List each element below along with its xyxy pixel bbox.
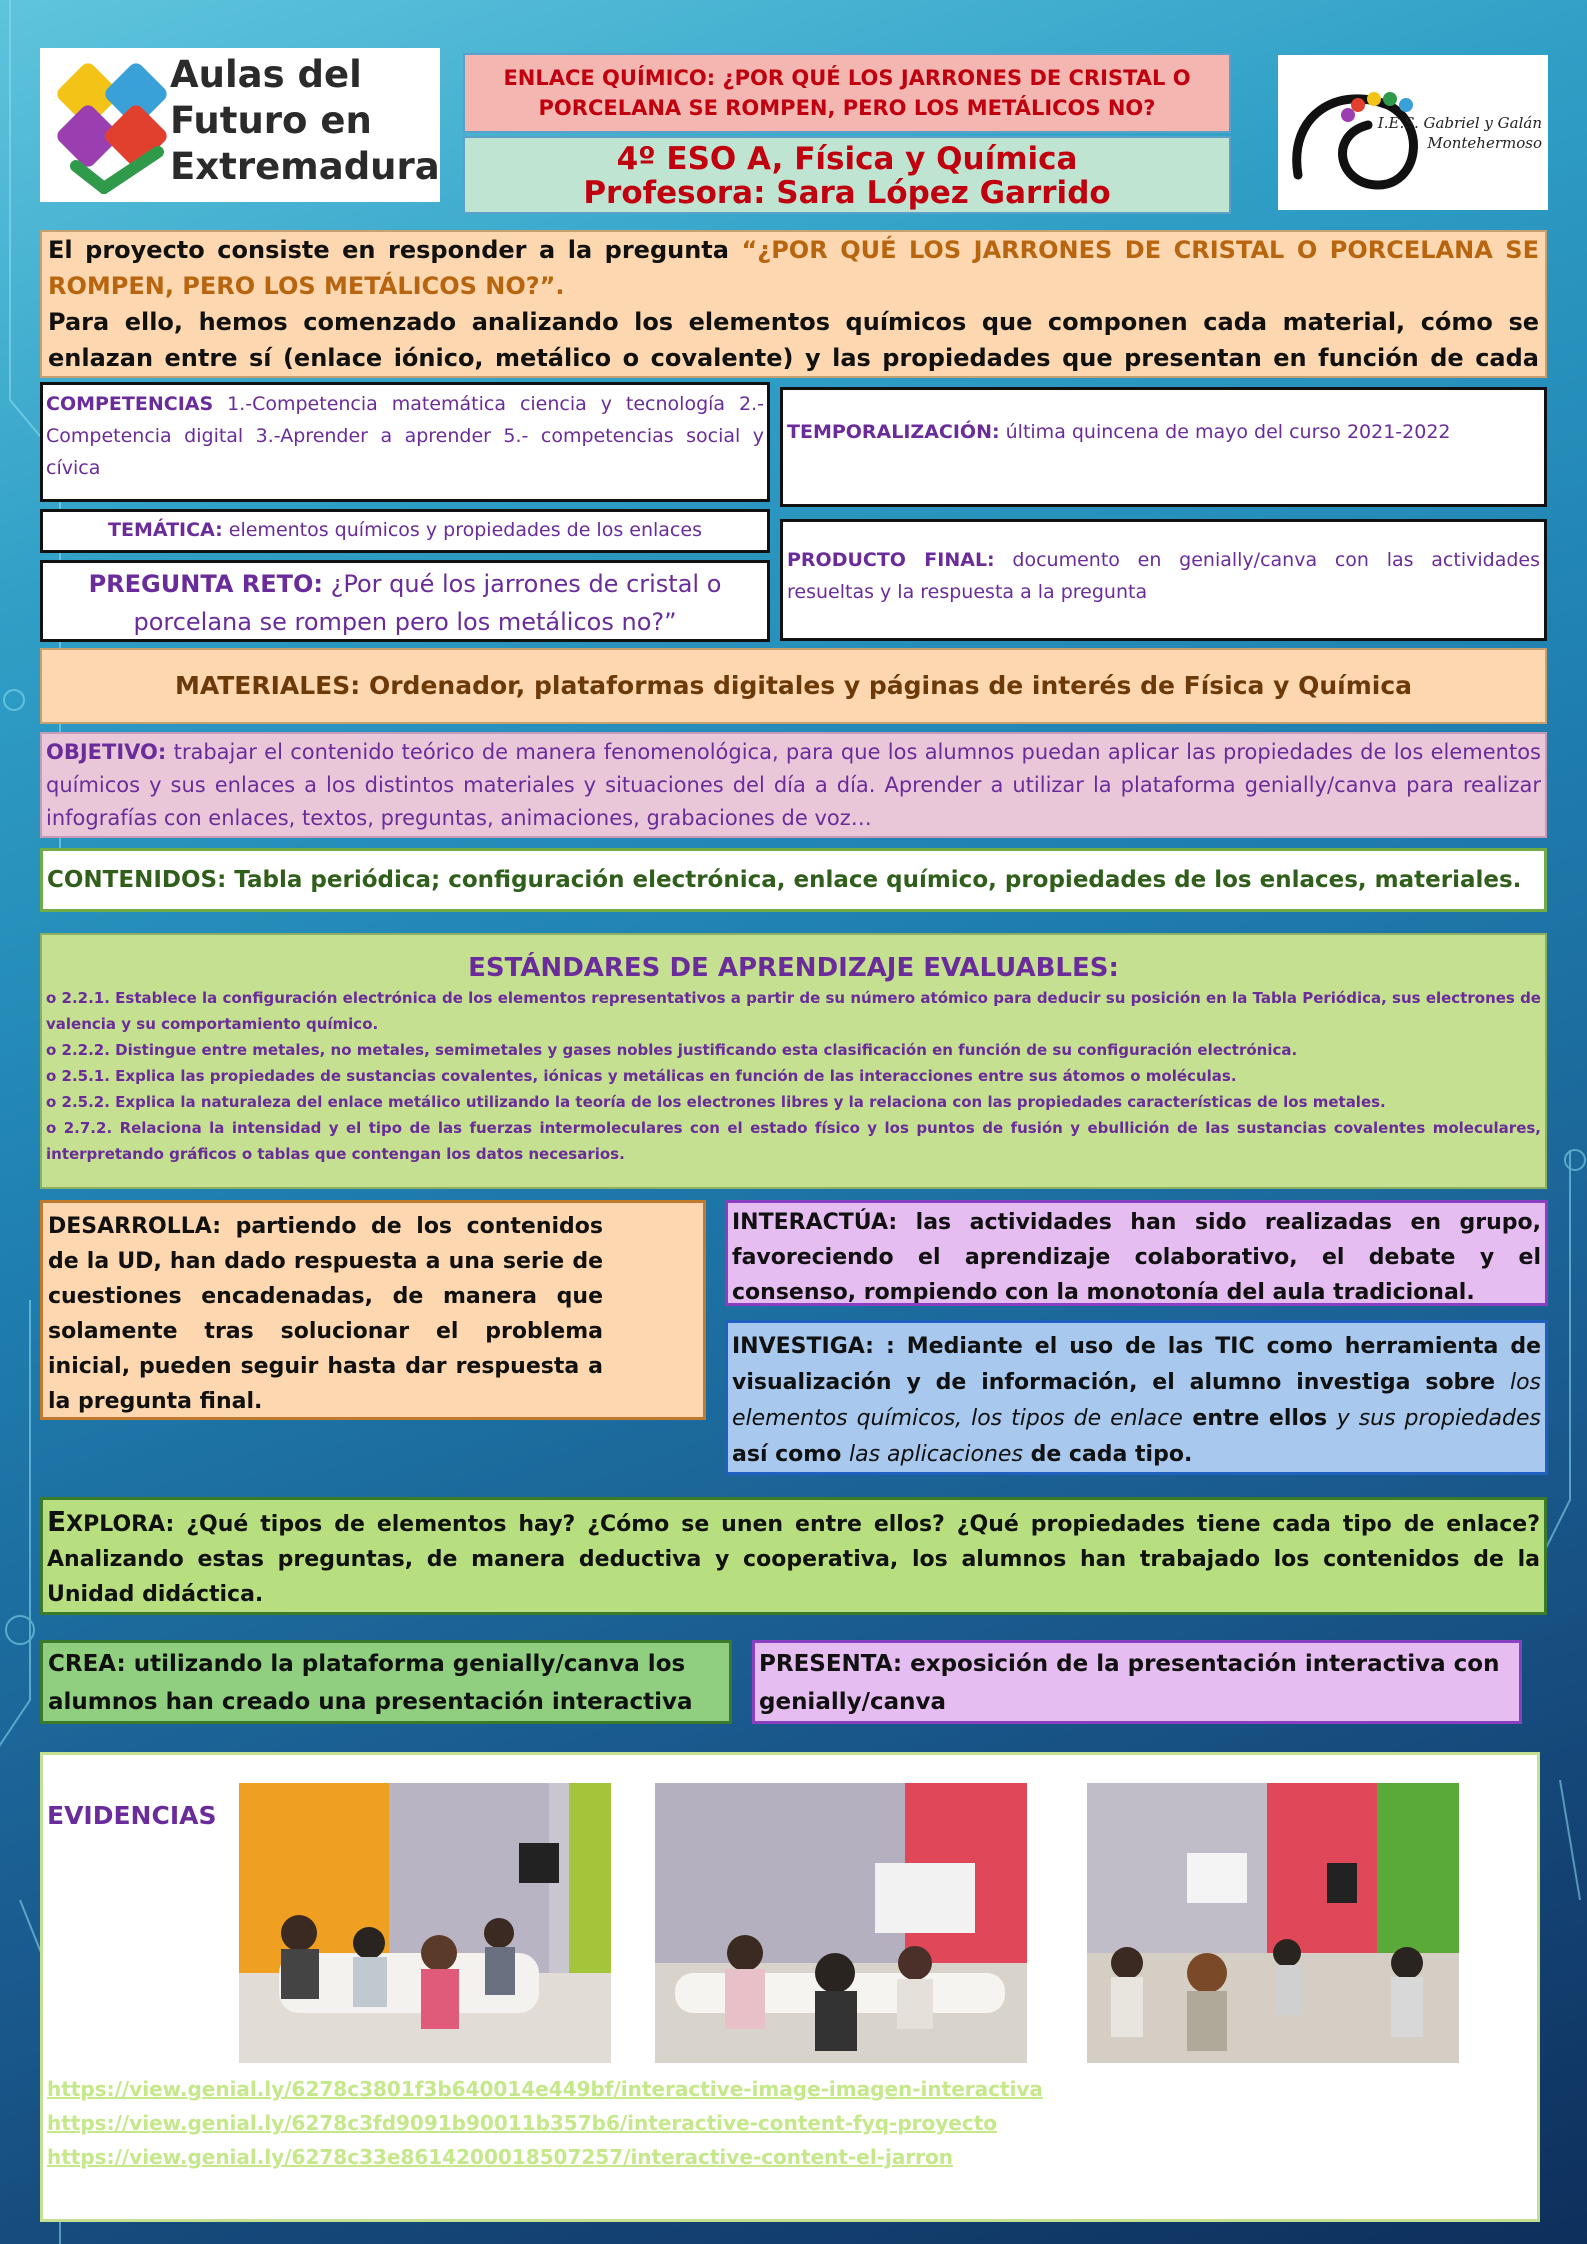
interactua-label: INTERACTÚA:	[732, 1210, 898, 1235]
producto-final-box	[780, 519, 1547, 641]
classroom-photo-2	[655, 1783, 1027, 2063]
contenidos-text: Tabla periódica; configuración electrónica, enlace químico, propiedades de los enlaces, materiales.	[226, 867, 1522, 893]
investiga-text-4: de cada tipo.	[1022, 1442, 1193, 1467]
estandar-item: o 2.7.2. Relaciona la intensidad y el tipo de las fuerzas intermoleculares con el estado físico y los puntos de fusión y ebullición de las sustancias covalentes moleculares, interpretando gráficos o tablas que contengan los datos necesarios.	[46, 1119, 1541, 1163]
logo-line-3: Extremadura	[170, 145, 440, 188]
materiales-label: MATERIALES:	[174, 671, 361, 700]
desarrolla-text: partiendo de los contenidos de la UD, han dado respuesta a una serie de cuestiones encadenadas, de manera que solamente tras solucionar el problema inicial, pueden seguir hasta dar respuesta a la pregunta final.	[48, 1214, 603, 1414]
intro-body: Para ello, hemos comenzado analizando los elementos químicos que componen cada material, cómo se enlazan entre sí (enlace iónico, metálico o covalente) y las propiedades que presentan en función de cada	[48, 308, 1539, 372]
materiales-box	[40, 648, 1547, 724]
puzzle-icon	[46, 54, 186, 194]
objetivo-label: OBJETIVO:	[46, 740, 167, 764]
investiga-italic-1: los elementos químicos, los tipos de enlace	[732, 1370, 1541, 1431]
investiga-text-2: entre ellos	[1182, 1406, 1337, 1431]
title-question: ENLACE QUÍMICO: ¿POR QUÉ LOS JARRONES DE CRISTAL O PORCELANA SE ROMPEN, PERO LOS METÁLICOS NO?	[463, 53, 1231, 133]
estandar-item: o 2.2.1. Establece la configuración electrónica de los elementos representativos a partir de su número atómico para deducir su posición en la Tabla Periódica, sus electrones de valencia y su comportamiento químico.	[46, 989, 1541, 1033]
school-town: Montehermoso	[1427, 134, 1542, 152]
producto-final-label: PRODUCTO FINAL:	[787, 549, 995, 571]
estandar-item: o 2.2.2. Distingue entre metales, no metales, semimetales y gases nobles justificando esta clasificación en función de su configuración electrónica.	[46, 1041, 1298, 1059]
evidence-link-2[interactable]: https://view.genial.ly/6278c3fd9091b90011b357b6/interactive-content-fyq-proyecto	[47, 2111, 998, 2135]
materiales-text: Ordenador, plataformas digitales y páginas de interés de Física y Química	[360, 671, 1413, 700]
tematica-box	[40, 509, 770, 553]
temporalizacion-text: última quincena de mayo del curso 2021-2022	[999, 421, 1451, 443]
objetivo-text: trabajar el contenido teórico de manera fenomenológica, para que los alumnos puedan aplicar las propiedades de los elementos químicos y sus enlaces a los distintos materiales y situaciones del día a día. Aprender a utilizar la plataforma genially/canva para realizar infografías con enlaces, textos, preguntas, animaciones, grabaciones de voz…	[46, 740, 1541, 830]
interactua-text: las actividades han sido realizadas en grupo, favoreciendo el aprendizaje colaborativo, el debate y el consenso, rompiendo con la monotonía del aula tradicional.	[732, 1210, 1541, 1305]
investiga-text-1: : Mediante el uso de las TIC como herramienta de visualización y de información, el alumno investiga sobre	[732, 1334, 1541, 1395]
explora-initial: E	[47, 1505, 67, 1538]
tematica-label: TEMÁTICA:	[108, 519, 223, 541]
evidencias-box	[40, 1752, 1540, 2222]
logo-line-1: Aulas del	[170, 53, 362, 96]
contenidos-box	[40, 848, 1547, 912]
investiga-label: INVESTIGA:	[732, 1334, 874, 1359]
intro-question: “¿POR QUÉ LOS JARRONES DE CRISTAL O PORCELANA SE ROMPEN, PERO LOS METÁLICOS NO?”.	[48, 236, 1539, 300]
intro-box	[40, 230, 1547, 378]
estandares-title: ESTÁNDARES DE APRENDIZAJE EVALUABLES:	[468, 953, 1119, 983]
estandares-box	[40, 933, 1547, 1189]
logo-line-2: Futuro en	[170, 99, 372, 142]
desarrolla-label: DESARROLLA:	[48, 1214, 222, 1239]
classroom-photo-1	[239, 1783, 611, 2063]
ies-school-logo	[1278, 55, 1548, 210]
investiga-italic-3: las aplicaciones	[849, 1442, 1023, 1467]
estandar-item: o 2.5.2. Explica la naturaleza del enlace metálico utilizando la teoría de los electrones libres y la relaciona con las propiedades características de los metales.	[46, 1093, 1386, 1111]
temporalizacion-box	[780, 387, 1547, 507]
desarrolla-box	[40, 1200, 706, 1420]
investiga-italic-2: y sus propiedades	[1336, 1406, 1542, 1431]
pregunta-reto-box	[40, 560, 770, 642]
crea-text: utilizando la plataforma genially/canva los alumnos han creado una presentación interactiva	[48, 1651, 693, 1715]
presenta-label: PRESENTA:	[759, 1651, 903, 1677]
pregunta-reto-text: ¿Por qué los jarrones de cristal o porcelana se rompen pero los metálicos no?”	[133, 570, 722, 636]
intro-lead: El proyecto consiste en responder a la pregunta	[48, 236, 742, 264]
course-title: 4º ESO A, Física y Química	[616, 141, 1078, 177]
teacher-name: Profesora: Sara López Garrido	[583, 175, 1111, 211]
explora-text: ¿Qué tipos de elementos hay? ¿Cómo se unen entre ellos? ¿Qué propiedades tiene cada tipo de enlace? Analizando estas preguntas, de manera deductiva y cooperativa, los alumnos han trabajado los contenidos de la Unidad didáctica.	[47, 1512, 1540, 1607]
presenta-box	[752, 1640, 1522, 1724]
competencias-box	[40, 382, 770, 502]
competencias-label: COMPETENCIAS	[46, 393, 214, 415]
producto-final-text: documento en genially/canva con las actividades resueltas y la respuesta a la pregunta	[787, 549, 1540, 603]
presenta-text: exposición de la presentación interactiva con genially/canva	[759, 1651, 1500, 1715]
evidencias-title: EVIDENCIAS	[47, 1801, 217, 1830]
pregunta-reto-label: PREGUNTA RETO:	[88, 570, 323, 598]
contenidos-label: CONTENIDOS:	[47, 867, 227, 893]
evidence-link-3[interactable]: https://view.genial.ly/6278c33e8614200018507257/interactive-content-el-jarron	[47, 2145, 954, 2169]
estandar-item: o 2.5.1. Explica las propiedades de sustancias covalentes, iónicas y metálicas en función de las interacciones entre sus átomos o moléculas.	[46, 1067, 1237, 1085]
classroom-photo-3	[1087, 1783, 1459, 2063]
aulas-del-futuro-logo	[40, 48, 440, 202]
tematica-text: elementos químicos y propiedades de los enlaces	[222, 519, 702, 541]
temporalizacion-label: TEMPORALIZACIÓN:	[787, 421, 1000, 443]
course-teacher-box	[463, 136, 1231, 214]
competencias-text: 1.-Competencia matemática ciencia y tecnología 2.-Competencia digital 3.-Aprender a aprender 5.- competencias social y cívica	[46, 393, 764, 479]
crea-box	[40, 1640, 732, 1724]
crea-label: CREA:	[48, 1651, 126, 1677]
interactua-box	[725, 1200, 1548, 1306]
explora-label: XPLORA:	[66, 1512, 175, 1537]
investiga-text-3: así como	[732, 1442, 849, 1467]
school-name: I.E.S. Gabriel y Galán	[1377, 114, 1542, 132]
investiga-box	[725, 1320, 1548, 1475]
objetivo-box	[40, 732, 1547, 838]
explora-box	[40, 1497, 1547, 1615]
evidence-link-1[interactable]: https://view.genial.ly/6278c3801f3b640014e449bf/interactive-image-imagen-interactiva	[47, 2077, 1043, 2101]
